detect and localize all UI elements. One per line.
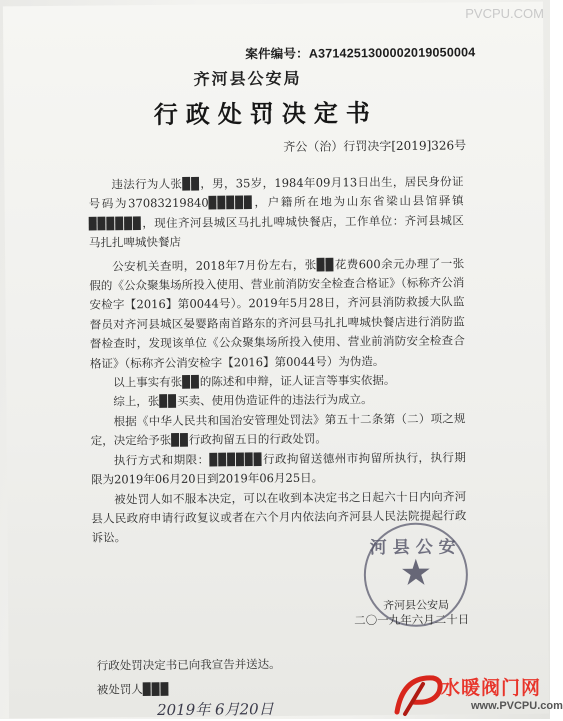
paragraph-evidence: 以上事实有张▉▉的陈述和申辩，证人证言等事实依据。 bbox=[113, 373, 396, 390]
paragraph-findings: 公安机关查明，2018年7月份左右，张▉▉花费600余元办理了一张假的《公众聚集场所投入使用、营业前消防安全检查合格证》（标称齐公消安检字【2016】第0044号）。2019年5月28日，齐河县消防救援大队监督员对齐河县城区晏婴路南首路东的齐河县马扎扎啤城快餐店进行消防监督检查时，发现该单位《公众聚集场所投入使用、营业前消防安全检查合格证》（标称齐公消安检字【2016】第0044号）为伪造。 bbox=[89, 255, 465, 371]
seal-arc-text: 河县公安 bbox=[369, 537, 462, 559]
paragraph-execution: 执行方式和期限：▉▉▉▉▉▉行政拘留送德州市拘留所执行，执行期限为2019年06月20日到2019年06月25日。 bbox=[90, 450, 466, 487]
watermark-top: PVCPU.COM bbox=[465, 6, 544, 21]
logo-title: 水暖阀门网 bbox=[441, 678, 542, 699]
star-icon: ★ bbox=[399, 552, 433, 594]
document-body bbox=[88, 172, 466, 548]
recipient-signature-line: 被处罚人▉▉▉ bbox=[96, 681, 170, 697]
logo-url: www.PVCPU.com bbox=[471, 700, 563, 712]
case-number: 案件编号：A3714251300002019050004 bbox=[245, 45, 476, 62]
handwritten-date: 2019年 6月20日 bbox=[156, 700, 274, 720]
paragraph-conclusion: 综上，张▉▉买卖、使用伪造证件的违法行为成立。 bbox=[113, 392, 373, 409]
paragraph-appeal: 被处罚人如不服本决定，可以在收到本决定书之日起六十日内向齐河县人民政府申请行政复议或者在六个月内依法向齐河县人民法院提起行政诉讼。 bbox=[91, 488, 467, 545]
paragraph-offender: 违法行为人张▉▉，男，35岁，1984年09月13日出生，居民身份证号码为37083219840▉▉▉▉▉，户籍所在地为山东省梁山县馆驿镇▉▉▉▉▉▉，现住齐河县城区马扎扎啤城快餐店，工作单位：齐河县城区马扎扎啤城快餐店 bbox=[88, 174, 464, 250]
decision-date: 二〇一九年六月二十日 bbox=[354, 612, 470, 628]
document-title: 行政处罚决定书 bbox=[153, 98, 378, 130]
paper-sheet bbox=[3, 2, 549, 719]
agency-name: 齐河县公安局 bbox=[193, 68, 302, 89]
site-logo bbox=[393, 668, 563, 719]
document-number: 齐公（治）行罚决字[2019]326号 bbox=[283, 138, 467, 154]
seal-agency-text: 齐河县公安局 bbox=[383, 598, 450, 613]
served-statement: 行政处罚决定书已向我宣告并送达。 bbox=[96, 656, 281, 673]
paragraph-basis: 根据《中华人民共和国治安管理处罚法》第五十二条第（二）项之规定，决定给予张▉▉行政拘留五日的行政处罚。 bbox=[90, 411, 466, 448]
